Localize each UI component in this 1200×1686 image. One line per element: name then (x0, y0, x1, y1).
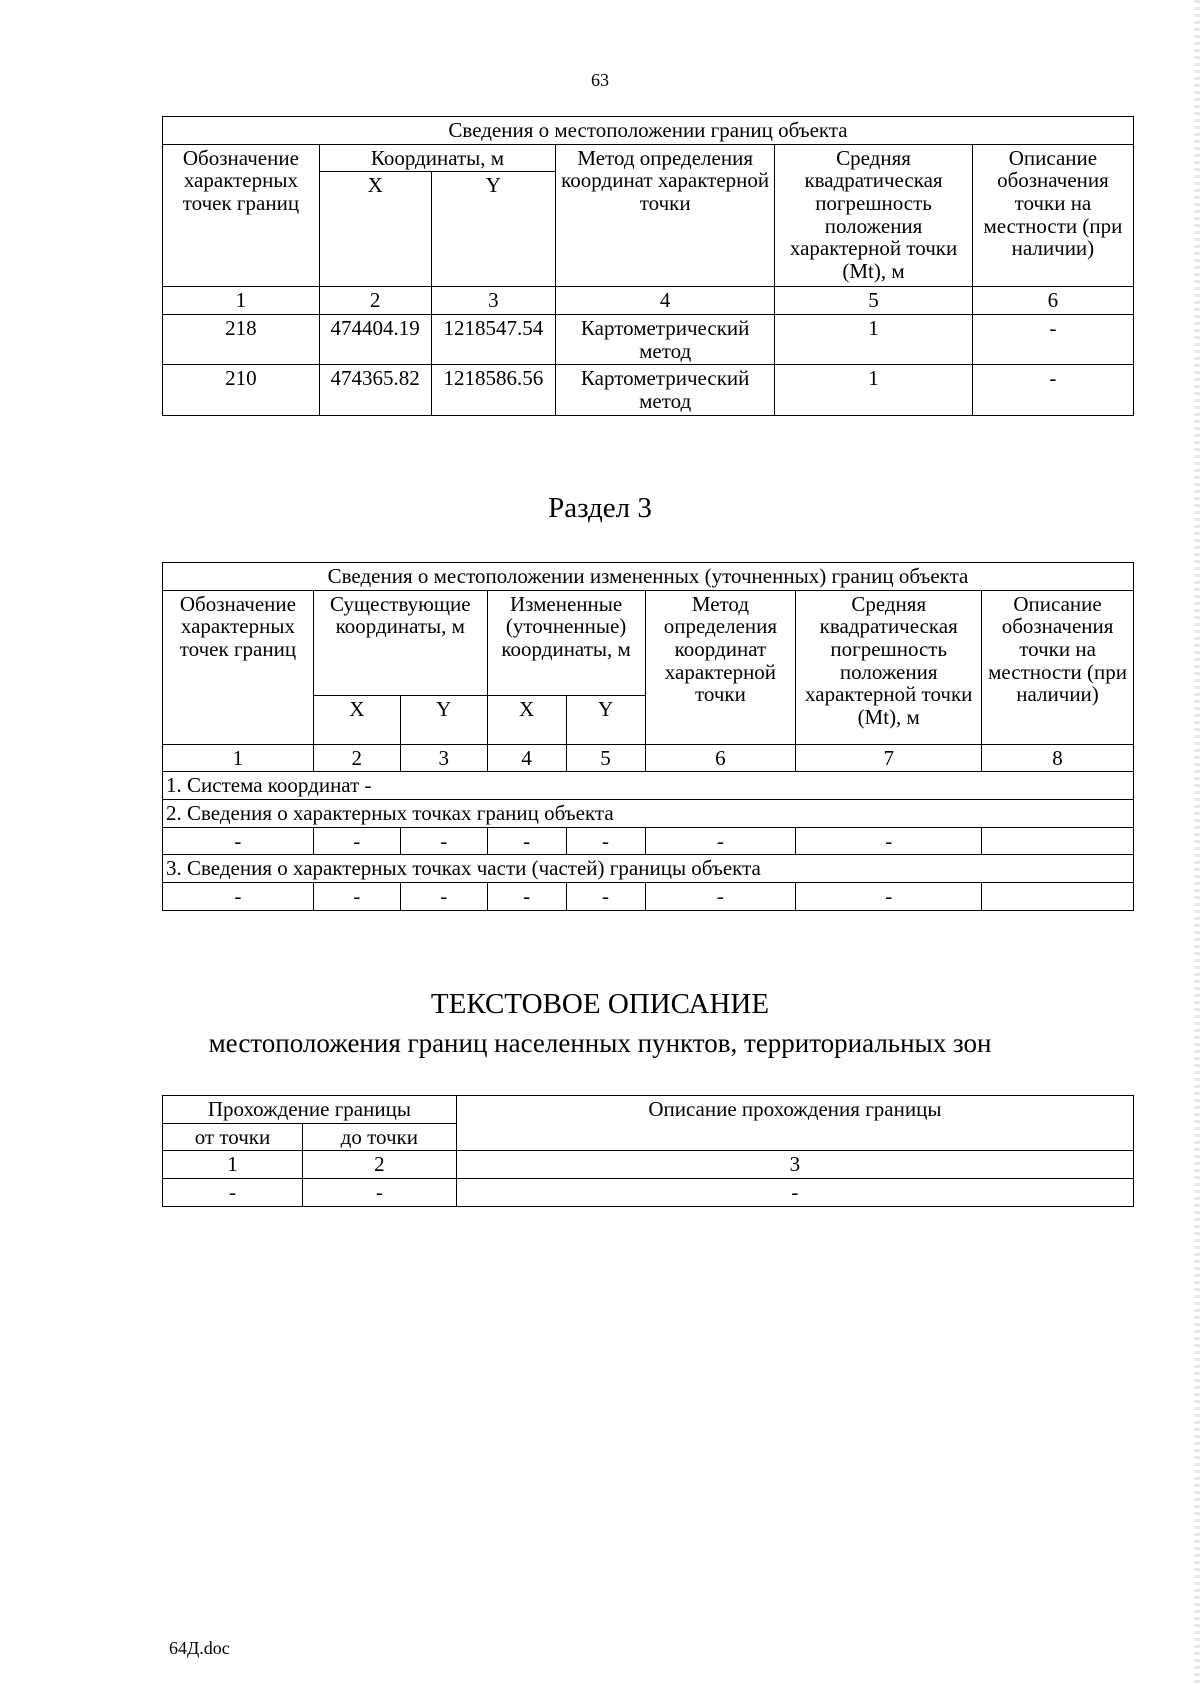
header-x: X (487, 695, 566, 744)
header-x: X (313, 695, 400, 744)
column-number: 3 (456, 1151, 1133, 1179)
dash-cell: - (487, 827, 566, 855)
dash-cell: - (566, 827, 645, 855)
table-row (163, 772, 1134, 800)
method-cell: Картометрический метод (556, 315, 775, 365)
table-title-row (163, 117, 1134, 145)
column-number: 7 (796, 744, 982, 772)
page-number: 63 (591, 70, 609, 90)
column-number: 4 (556, 287, 775, 315)
header-y: Y (566, 695, 645, 744)
table-header-row (163, 1096, 1134, 1124)
text-description-title: ТЕКСТОВОЕ ОПИСАНИЕ (430, 988, 770, 1020)
header-error: Средняя квадратическая погрешность положения характерной точки (Mt), м (796, 590, 982, 744)
parts-section-row: 3. Сведения о характерных точках части (частей) границы объекта (163, 855, 1134, 883)
header-point-designation: Обозначение характерных точек границ (163, 144, 320, 287)
header-coordinates: Координаты, м (319, 144, 555, 172)
table-title-row (163, 563, 1134, 591)
column-number: 6 (972, 287, 1133, 315)
dash-cell: - (400, 827, 487, 855)
dash-cell: - (796, 883, 982, 911)
header-changed-coordinates: Измененные (уточненные) координаты, м (487, 590, 645, 695)
point-id: 210 (163, 365, 320, 415)
sheet-edge (1194, 0, 1200, 1686)
dash-cell: - (313, 883, 400, 911)
dash-cell: - (163, 827, 314, 855)
empty-cell (982, 827, 1134, 855)
points-section-row: 2. Сведения о характерных точках границ объекта (163, 800, 1134, 828)
dash-cell: - (163, 1179, 303, 1207)
header-x: X (319, 172, 431, 287)
header-y: Y (400, 695, 487, 744)
header-description: Описание обозначения точки на местности (при наличии) (972, 144, 1133, 287)
column-number: 2 (319, 287, 431, 315)
column-number: 2 (313, 744, 400, 772)
boundary-description-table (162, 1095, 1134, 1207)
column-number: 1 (163, 744, 314, 772)
dash-cell: - (400, 883, 487, 911)
dash-cell: - (313, 827, 400, 855)
header-method: Метод определения координат характерной точки (645, 590, 796, 744)
table-title: Сведения о местоположении измененных (уточненных) границ объекта (163, 563, 1134, 591)
header-description: Описание обозначения точки на местности (при наличии) (982, 590, 1134, 744)
table-row (163, 315, 1134, 365)
empty-cell (982, 883, 1134, 911)
column-number: 3 (431, 287, 556, 315)
error-cell: 1 (775, 315, 973, 365)
method-cell: Картометрический метод (556, 365, 775, 415)
column-number: 2 (302, 1151, 456, 1179)
table-header-row (163, 590, 1134, 695)
dash-cell: - (566, 883, 645, 911)
dash-cell: - (456, 1179, 1133, 1207)
coordinate-system-row: 1. Система координат - (163, 772, 1134, 800)
table-row (163, 365, 1134, 415)
header-method: Метод определения координат характерной точки (556, 144, 775, 287)
column-number: 3 (400, 744, 487, 772)
coord-x: 474404.19 (319, 315, 431, 365)
boundary-table (162, 116, 1134, 416)
coord-y: 1218547.54 (431, 315, 556, 365)
dash-cell: - (645, 827, 796, 855)
text-description-subtitle: местоположения границ населенных пунктов, территориальных зон (208, 1028, 992, 1058)
header-existing-coordinates: Существующие координаты, м (313, 590, 487, 695)
header-from-point: от точки (163, 1123, 303, 1151)
footer-filename: 64Д.doc (169, 1638, 230, 1658)
header-passage-description: Описание прохождения границы (456, 1096, 1133, 1151)
column-number: 5 (775, 287, 973, 315)
dash-cell: - (645, 883, 796, 911)
header-point-designation: Обозначение характерных точек границ (163, 590, 314, 744)
table-row (163, 800, 1134, 828)
dash-cell: - (487, 883, 566, 911)
coord-x: 474365.82 (319, 365, 431, 415)
table-header-row (163, 144, 1134, 172)
description-cell: - (972, 365, 1133, 415)
table-title: Сведения о местоположении границ объекта (163, 117, 1134, 145)
column-number: 1 (163, 287, 320, 315)
header-to-point: до точки (302, 1123, 456, 1151)
table-row (163, 827, 1134, 855)
column-number-row (163, 1151, 1134, 1179)
column-number-row (163, 744, 1134, 772)
error-cell: 1 (775, 365, 973, 415)
column-number: 6 (645, 744, 796, 772)
section-title: Раздел 3 (548, 492, 652, 524)
point-id: 218 (163, 315, 320, 365)
column-number: 4 (487, 744, 566, 772)
column-number-row (163, 287, 1134, 315)
coord-y: 1218586.56 (431, 365, 556, 415)
header-error: Средняя квадратическая погрешность положения характерной точки (Mt), м (775, 144, 973, 287)
dash-cell: - (796, 827, 982, 855)
changed-boundary-table (162, 562, 1134, 911)
column-number: 8 (982, 744, 1134, 772)
header-y: Y (431, 172, 556, 287)
table-row (163, 883, 1134, 911)
header-boundary-passage: Прохождение границы (163, 1096, 457, 1124)
column-number: 1 (163, 1151, 303, 1179)
column-number: 5 (566, 744, 645, 772)
table-row (163, 1179, 1134, 1207)
table-row (163, 855, 1134, 883)
dash-cell: - (302, 1179, 456, 1207)
dash-cell: - (163, 883, 314, 911)
description-cell: - (972, 315, 1133, 365)
